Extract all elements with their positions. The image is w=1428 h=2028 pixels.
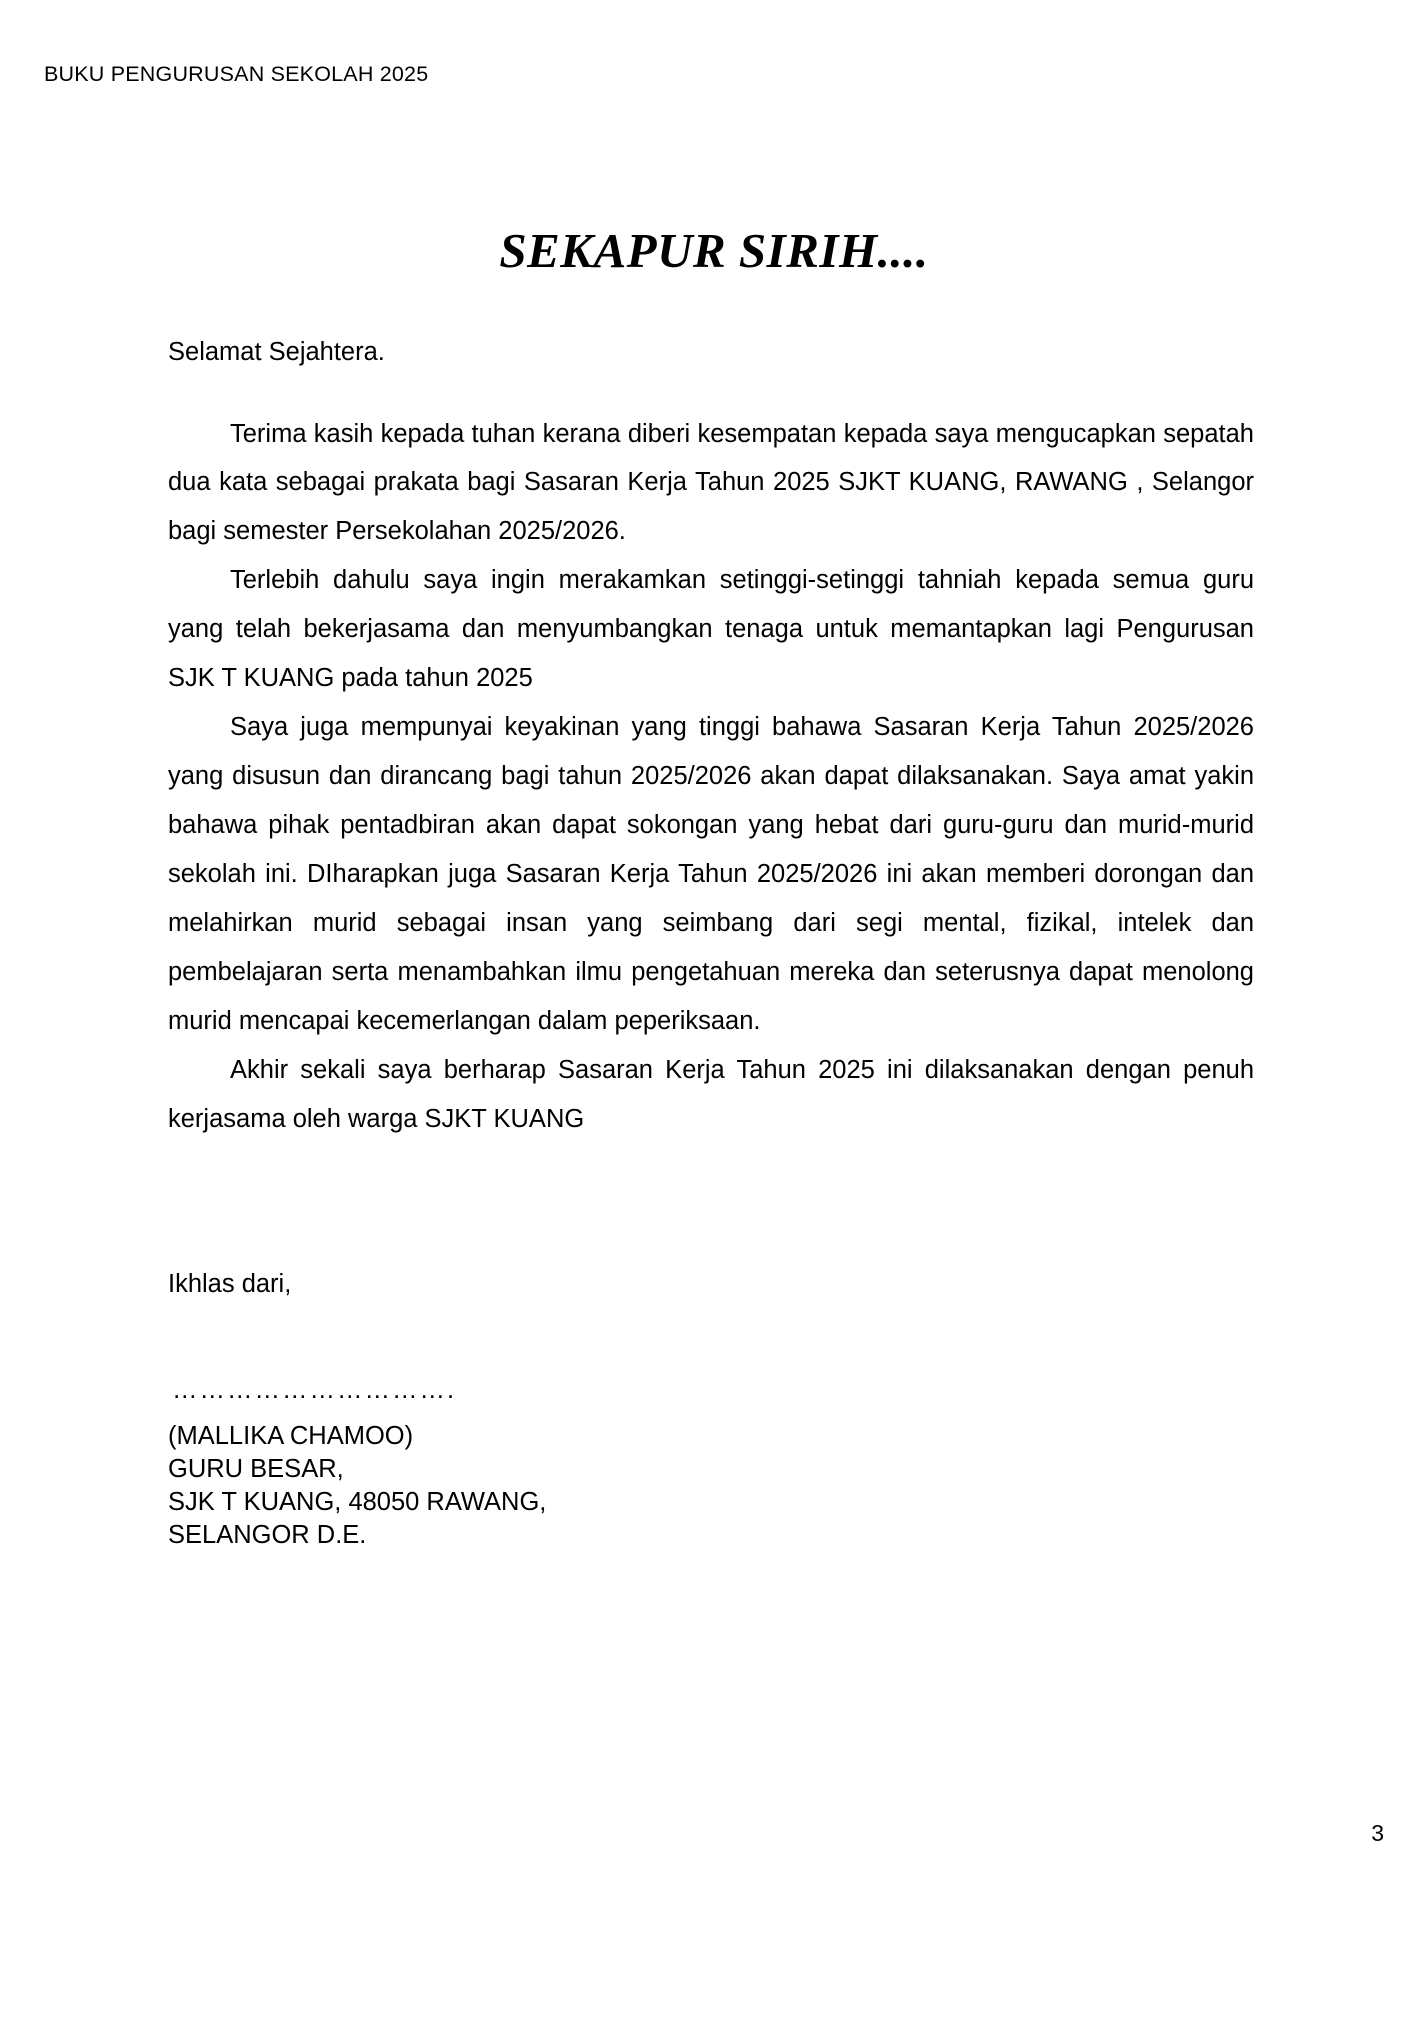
signatory-name: (MALLIKA CHAMOO): [168, 1422, 414, 1450]
body-paragraph-1: Terima kasih kepada tuhan kerana diberi kesempatan kepada saya mengucapkan sepatah dua kata sebagai prakata bagi Sasaran Kerja Tahun 2025 SJKT KUANG, RAWANG , Selangor bagi semester Persekolahan 2025/2026.: [168, 419, 1254, 546]
body-paragraph-3: Saya juga mempunyai keyakinan yang tinggi bahawa Sasaran Kerja Tahun 2025/2026 yang disusun dan dirancang bagi tahun 2025/2026 akan dapat dilaksanakan. Saya amat yakin bahawa pihak pentadbiran akan dapat sokongan yang hebat dari guru-guru dan murid-murid sekolah ini. DIharapkan juga Sasaran Kerja Tahun 2025/2026 ini akan memberi dorongan dan melahirkan murid sebagai insan yang seimbang dari segi mental, fizikal, intelek dan pembelajaran serta menambahkan ilmu pengetahuan mereka dan seterusnya dapat menolong murid mencapai kecemerlangan dalam peperiksaan.: [168, 713, 1254, 1035]
signatory-state: SELANGOR D.E.: [168, 1521, 367, 1550]
page-number: 3: [1371, 1820, 1384, 1846]
body-paragraph-2: Terlebih dahulu saya ingin merakamkan setinggi-setinggi tahniah kepada semua guru yang telah bekerjasama dan menyumbangkan tenaga untuk memantapkan lagi Pengurusan SJK T KUANG pada tahun 2025: [168, 566, 1254, 693]
closing-line: Ikhlas dari,: [168, 1270, 292, 1298]
document-body: [168, 340, 1254, 1144]
spacer: [168, 366, 1254, 410]
signature-dotted-rule: ………………………….: [172, 1376, 457, 1404]
signatory-school: SJK T KUANG, 48050 RAWANG,: [168, 1488, 547, 1517]
signature-block: [168, 1420, 546, 1553]
running-head: BUKU PENGURUSAN SEKOLAH 2025: [44, 62, 429, 86]
page-title: SEKAPUR SIRIH....: [499, 223, 929, 278]
greeting-line: Selamat Sejahtera.: [168, 338, 385, 366]
body-paragraph-4: Akhir sekali saya berharap Sasaran Kerja Tahun 2025 ini dilaksanakan dengan penuh kerjasama oleh warga SJKT KUANG: [168, 1055, 1254, 1133]
signatory-position: GURU BESAR,: [168, 1455, 344, 1484]
